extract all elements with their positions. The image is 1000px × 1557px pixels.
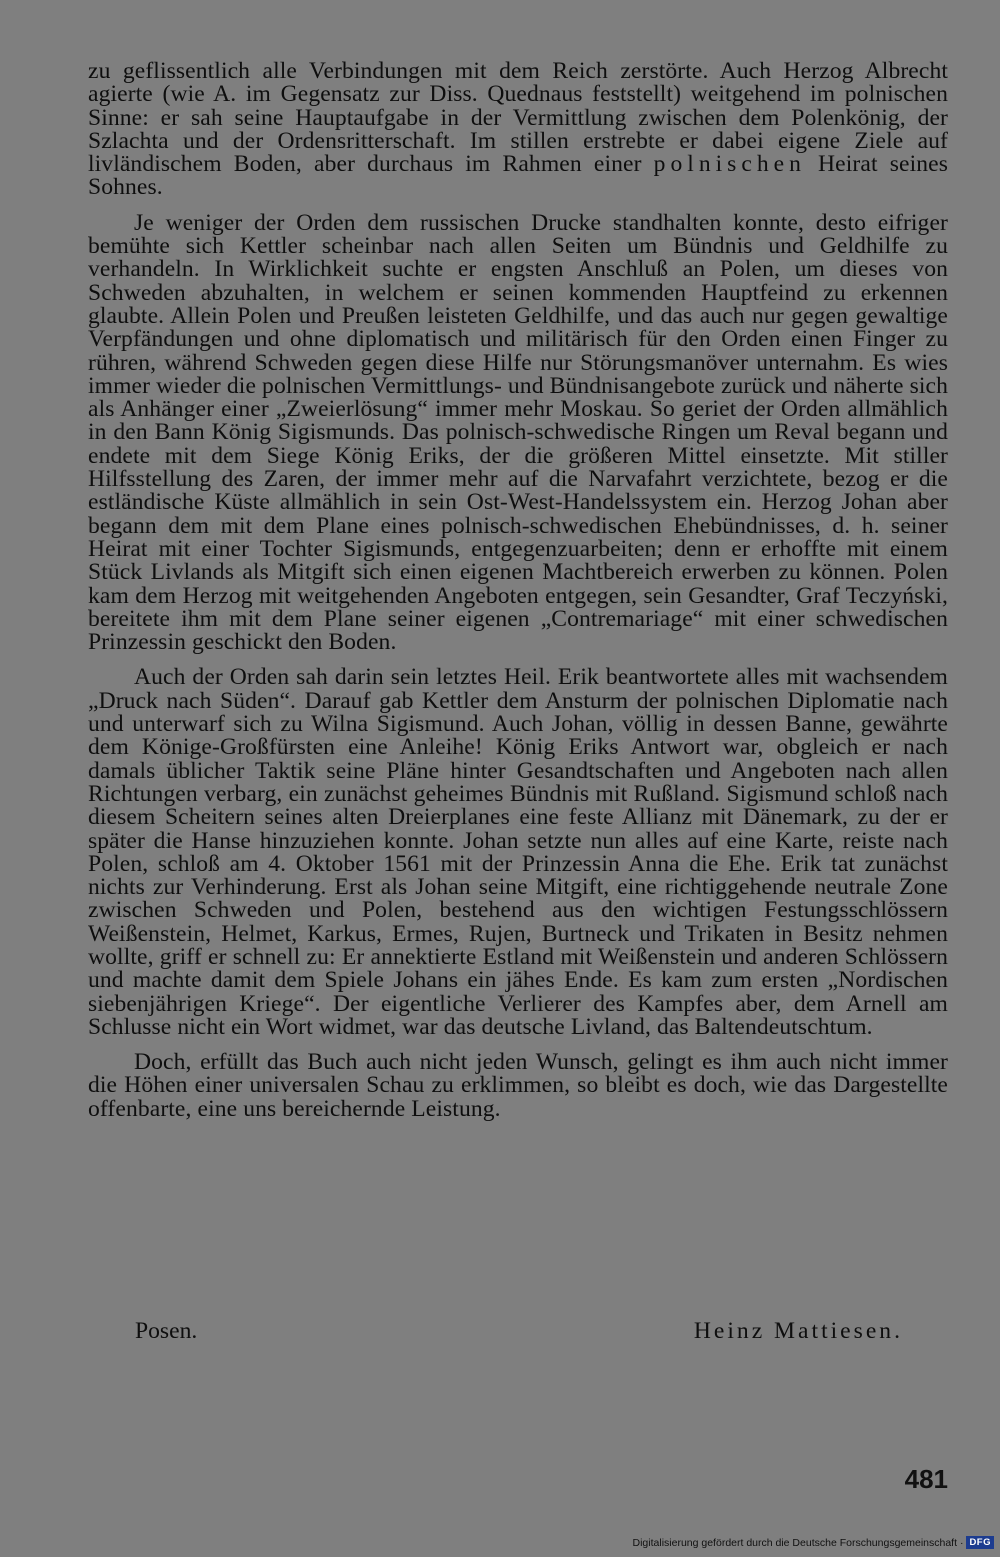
paragraph-2: Je weniger der Orden dem russischen Drucke standhalten konnte, desto eifriger bemühte sich Kettler scheinbar nach allen Seiten um Bündnis und Geldhilfe zu verhandeln. In Wirklichkeit suchte er engsten Anschluß an Polen, um dieses von Schweden abzuhalten, in welchem er seinen kommenden Hauptfeind zu erkennen glaubte. Allein Polen und Preußen leisteten Geldhilfe, und das auch nur gegen gewaltige Verpfändungen und ohne diplomatisch und militärisch für den Orden einen Finger zu rühren, während Schweden gegen diese Hilfe nur Störungsmanöver unternahm. Es wies immer wieder die polnischen Vermittlungs- und Bündnisangebote zurück und näherte sich als Anhänger einer „Zweierlösung“ immer mehr Moskau. So geriet der Orden allmählich in den Bann König Sigismunds. Das polnisch-schwedische Ringen um Reval begann und endete mit dem Siege König Eriks, der die größeren Mittel einsetzte. Mit stiller Hilfsstellung des Zaren, der immer mehr auf die Narvafahrt verzichtete, bezog er die estländische Küste allmählich in sein Ost-West-Handelssystem ein. Herzog Johan aber begann dem mit dem Plane eines polnisch-schwedischen Ehebündnisses, d. h. seiner Heirat mit einer Tochter Sigismunds, entgegenzuarbeiten; denn er erhoffte mit einem Stück Livlands als Mitgift sich einen eigenen Machtbereich erwerben zu können. Polen kam dem Herzog mit weitgehenden Angeboten entgegen, sein Gesandter, Graf Teczyński, bereitete ihm mit dem Plane seiner eigenen „Contremariage“ mit einer schwedischen Prinzessin geschickt den Boden. bbox=[88, 209, 948, 656]
signature-place: Posen. bbox=[135, 1318, 198, 1344]
paragraph-4: Doch, erfüllt das Buch auch nicht jeden Wunsch, gelingt es ihm auch nicht immer die Höhen einer universalen Schau zu erklimmen, so bleibt es doch, wie das Dargestellte offenbarte, eine uns bereichernde Leistung. bbox=[88, 1049, 948, 1122]
dfg-logo: DFG bbox=[966, 1536, 994, 1549]
spaced-emphasis-word: polnischen bbox=[653, 151, 806, 178]
paragraph-1 bbox=[88, 60, 948, 200]
signature-author: Heinz Mattiesen. bbox=[693, 1318, 903, 1344]
digitization-credit bbox=[633, 1536, 994, 1549]
page-number: 481 bbox=[904, 1464, 948, 1494]
paragraph-3: Auch der Orden sah darin sein letztes Heil. Erik beantwortete alles mit wachsendem „Druck nach Süden“. Darauf gab Kettler dem Ansturm der polnischen Diplomatie nach und unterwarf sich zu Wilna Sigismund. Auch Johan, völlig in dessen Banne, gewährte dem Könige-Großfürsten eine Anleihe! König Eriks Antwort war, obgleich er nach damals üblicher Taktik seine Pläne hinter Gesandtschaften und Angeboten nach allen Richtungen verbarg, ein zunächst geheimes Bündnis mit Rußland. Sigismund schloß nach diesem Scheitern seines alten Dreierplanes eine feste Allianz mit Dänemark, zu der er später die Hanse hinzuziehen konnte. Johan setzte nun alles auf eine Karte, reiste nach Polen, schloß am 4. Oktober 1561 mit der Prinzessin Anna die Ehe. Erik tat zunächst nichts zur Verhinderung. Erst als Johan seine Mitgift, eine richtiggehende neutrale Zone zwischen Schweden und Polen, bestehend aus den wichtigen Festungsschlössern Weißenstein, Helmet, Karkus, Ermes, Rujen, Burtneck und Trikaten in Besitz nehmen wollte, griff er schnell zu: Er annektierte Estland mit Weißenstein und anderen Schlössern und machte damit dem Spiele Johans ein jähes Ende. Es kam zum ersten „Nordischen siebenjährigen Kriege“. Der eigentliche Verlierer des Kampfes aber, dem Arnell am Schlusse nicht ein Wort widmet, war das deutsche Livland, das Baltendeutschtum. bbox=[88, 664, 948, 1040]
signature-line bbox=[135, 1318, 903, 1344]
paragraph-1-text-after: Heirat seines Sohnes. bbox=[88, 151, 948, 201]
paragraph-1-text-before: zu geflissentlich alle Verbindungen mit dem Reich zerstörte. Auch Herzog Albrecht agierte (wie A. im Gegensatz zur Diss. Quednaus feststellt) weitgehend im polnischen Sinne: er sah seine Hauptaufgabe in der Vermittlung zwischen dem Polenkönig, der Szlachta und der Ordensritterschaft. Im stillen erstrebte er dabei eigene Ziele auf livländischem Boden, aber durchaus im Rahmen einer bbox=[88, 58, 948, 178]
credit-text: Digitalisierung gefördert durch die Deutsche Forschungsgemeinschaft · bbox=[632, 1536, 964, 1549]
article-text bbox=[88, 60, 948, 1133]
